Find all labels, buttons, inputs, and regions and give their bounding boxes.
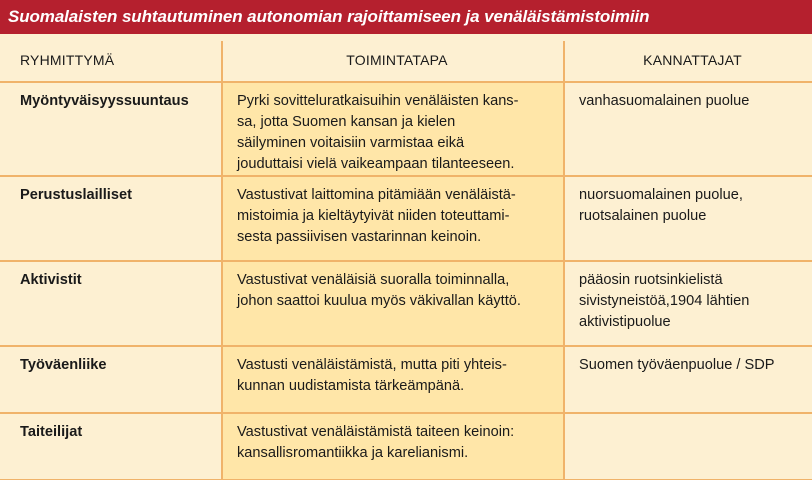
method-line: Vastustivat venäläistämistä taiteen keinoin: [237, 424, 515, 440]
method-cell [222, 176, 564, 261]
table-row [0, 82, 812, 176]
method-line: kansallisromantiikka ja karelianismi. [237, 445, 469, 461]
group-name: Aktivistit [0, 261, 222, 346]
supporters-line: ruotsalainen puolue [579, 208, 707, 224]
method-line: Vastustivat laittomina pitämiään venäläistä- [237, 187, 516, 203]
method-line: Pyrki sovitteluratkaisuihin venäläisten kans- [237, 93, 519, 109]
groups-table [0, 41, 812, 480]
header-supporters: KANNATTAJAT [564, 41, 812, 82]
method-cell [222, 413, 564, 480]
method-cell [222, 346, 564, 413]
method-line: Vastusti venäläistämistä, mutta piti yhteis- [237, 357, 507, 373]
header-method: TOIMINTATAPA [222, 41, 564, 82]
supporters-cell [564, 413, 812, 480]
group-name: Taiteilijat [0, 413, 222, 480]
supporters-cell [564, 261, 812, 346]
method-cell [222, 261, 564, 346]
group-name: Myöntyväisyyssuuntaus [0, 82, 222, 176]
method-line: Vastustivat venäläisiä suoralla toiminnalla, [237, 272, 510, 288]
supporters-line: sivistyneistöä,1904 lähtien [579, 293, 750, 309]
supporters-line: vanhasuomalainen puolue [579, 93, 750, 109]
method-line: kunnan uudistamista tärkeämpänä. [237, 378, 465, 394]
header-row [0, 41, 812, 82]
group-name: Perustuslailliset [0, 176, 222, 261]
supporters-cell [564, 176, 812, 261]
table-title: Suomalaisten suhtautuminen autonomian rajoittamiseen ja venäläistämistoimiin [0, 0, 812, 34]
supporters-line: aktivistipuolue [579, 314, 671, 330]
supporters-cell [564, 346, 812, 413]
group-name: Työväenliike [0, 346, 222, 413]
method-line: mistoimia ja kieltäytyivät niiden toteuttami- [237, 208, 510, 224]
header-group: RYHMITTYMÄ [0, 41, 222, 82]
method-line: sesta passiivisen vastarinnan keinoin. [237, 229, 482, 245]
table-row [0, 176, 812, 261]
method-line: sa, jotta Suomen kansan ja kielen [237, 114, 456, 130]
supporters-line: nuorsuomalainen puolue, [579, 187, 743, 203]
table-row [0, 346, 812, 413]
table-row [0, 413, 812, 480]
method-line: jouduttaisi vielä vaikeampaan tilanteeseen. [237, 156, 515, 172]
supporters-line: pääosin ruotsinkielistä [579, 272, 723, 288]
supporters-cell [564, 82, 812, 176]
supporters-line: Suomen työväenpuolue / SDP [579, 357, 775, 373]
method-cell [222, 82, 564, 176]
method-line: johon saattoi kuulua myös väkivallan käyttö. [237, 293, 521, 309]
method-line: säilyminen voitaisiin varmistaa eikä [237, 135, 465, 151]
table-row [0, 261, 812, 346]
